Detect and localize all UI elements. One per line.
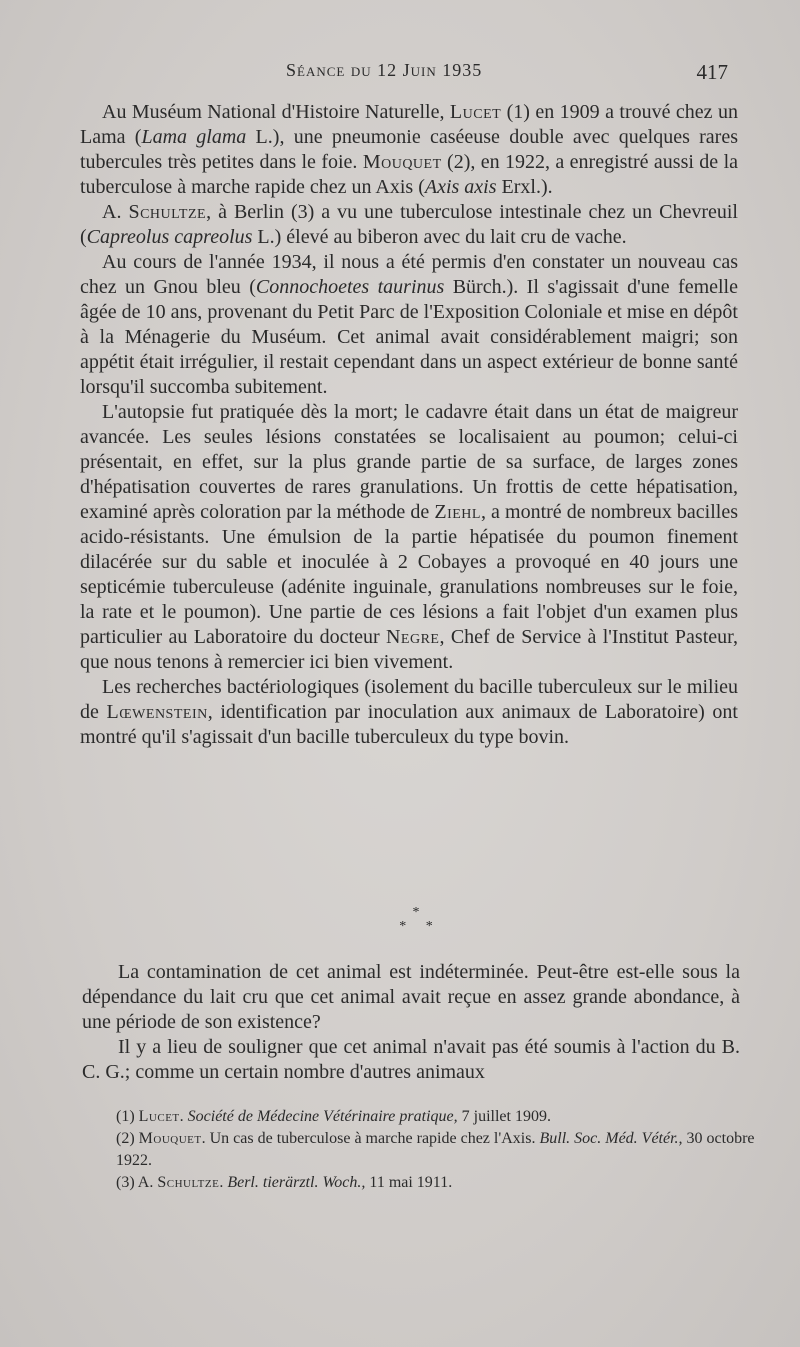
- text-span: , identification par inoculation aux animaux de Laboratoire) ont montré qu'il s'agissait d'un bacille tuberculeux du type bovin.: [80, 701, 738, 748]
- text-span: Bürch.). Il s'agissait d'une femelle âgée de 10 ans, provenant du Petit Parc de l'Exposition Coloniale et mise en dépôt à la Ménagerie du Muséum. Cet animal avait considérablement maigri; son appétit était irrégulier, il restait cependant dans un aspect extérieur de bonne santé lorsqu'il succomba subitement.: [80, 276, 738, 398]
- author-name: Schultze: [128, 201, 207, 223]
- footnote-number: (2): [116, 1130, 139, 1147]
- author-name: Lucet: [449, 101, 502, 123]
- footnote: (2) Mouquet. Un cas de tuberculose à marche rapide chez l'Axis. Bull. Soc. Méd. Vétér., 30 octobre 1922.: [116, 1130, 755, 1169]
- text-span: L.) élevé au biberon avec du lait cru de vache.: [252, 226, 627, 248]
- footnote-text: Un cas de tuberculose à marche rapide chez l'Axis.: [209, 1130, 540, 1147]
- paragraph: La contamination de cet animal est indéterminée. Peut-être est-elle sous la dépendance du lait cru que cet animal avait reçue en assez grande abondance, à une période de son existence?: [82, 961, 740, 1033]
- text-span: Au Muséum National d'Histoire Naturelle,: [102, 101, 450, 123]
- page-number: 417: [696, 60, 728, 84]
- paragraph: [80, 675, 738, 750]
- footnote-journal: Société de Médecine Vétérinaire pratique,: [187, 1108, 458, 1125]
- text-span: Les recherches bactériologiques (isolement du bacille tuberculeux sur le milieu de: [80, 676, 738, 723]
- footnote-text: 11 mai 1911.: [365, 1174, 453, 1191]
- footnote-author: Lucet: [138, 1108, 180, 1125]
- paragraph: [80, 250, 738, 400]
- footnote: (3) A. Schultze. Berl. tierärztl. Woch., 11 mai 1911.: [116, 1174, 453, 1191]
- asterism-top: *: [412, 905, 428, 920]
- running-head: [80, 56, 740, 90]
- species-name: Capreolus capreolus: [86, 226, 253, 248]
- paragraph: Il y a lieu de souligner que cet animal n'avait pas été soumis à l'action du B. C. G.; comme un certain nombre d'autres animaux: [82, 1036, 740, 1083]
- text-span: Erxl.).: [496, 176, 553, 198]
- species-name: Lama glama: [141, 126, 247, 148]
- species-name: Axis axis: [424, 176, 497, 198]
- text-span: , à Berlin (3) a vu une tuberculose intestinale chez un Chevreuil (: [80, 201, 738, 248]
- text-span: A.: [102, 201, 129, 223]
- body-text: [80, 100, 738, 750]
- footnote-text: 7 juillet 1909.: [457, 1108, 551, 1125]
- asterism-bottom: * *: [399, 919, 441, 934]
- text-span: L'autopsie fut pratiquée dès la mort; le cadavre était dans un état de maigreur avancée. Les seules lésions constatées se localisaient au poumon; celui-ci présentait, en effet, sur la plus grande partie de sa surface, de larges zones d'hépatisation couvertes de rares granulations. Un frottis de cette hépatisation, examiné après coloration par la méthode de: [80, 401, 738, 523]
- author-name: Negre: [385, 626, 440, 648]
- text-span: , a montré de nombreux bacilles acido-résistants. Une émulsion de la partie hépatisée du poumon finement dilacérée sur du sable et inoculée à 2 Cobayes a provoqué en 40 jours une septicémie tuberculeuse (adénite inguinale, granulations nombreuses sur le foie, la rate et le poumon). Une partie de ces lésions a fait l'objet d'un examen plus particulier au Laboratoire du docteur: [80, 501, 738, 648]
- footnote-text: 30 octobre 1922.: [116, 1130, 755, 1169]
- author-name: Ziehl: [434, 501, 481, 523]
- species-name: Connochoetes taurinus: [255, 276, 445, 298]
- text-span: (2), en 1922, a enregistré aussi de la tuberculose à marche rapide chez un Axis (: [80, 151, 738, 198]
- text-span: , Chef de Service à l'Institut Pasteur, que nous tenons à remercier ici bien vivement.: [80, 626, 738, 673]
- author-name: Lœwenstein: [106, 701, 208, 723]
- paragraph: [80, 200, 738, 250]
- text-span: (1) en 1909 a trouvé chez un Lama (: [80, 101, 738, 148]
- running-title: Séance du 12 Juin 1935: [286, 60, 483, 80]
- footnotes: [116, 1106, 756, 1194]
- footnote-journal: Berl. tierärztl. Woch.,: [227, 1174, 366, 1191]
- footnote: (1) Lucet. Société de Médecine Vétérinaire pratique, 7 juillet 1909.: [116, 1108, 551, 1125]
- text-span: Au cours de l'année 1934, il nous a été permis d'en constater un nouveau cas chez un Gnou bleu (: [80, 251, 738, 298]
- body-text-continued: [82, 960, 740, 1085]
- footnote-author: Schultze: [157, 1174, 220, 1191]
- author-name: Mouquet: [362, 151, 442, 173]
- footnote-number: (1): [116, 1108, 139, 1125]
- footnote-journal: Bull. Soc. Méd. Vétér.,: [539, 1130, 683, 1147]
- paragraph: [80, 100, 738, 200]
- footnote-author: Mouquet: [138, 1130, 202, 1147]
- asterism: [0, 906, 800, 934]
- paragraph: [80, 400, 738, 675]
- footnote-number: (3) A.: [116, 1174, 158, 1191]
- text-span: L.), une pneumonie caséeuse double avec quelques rares tubercules très petites dans le foie.: [80, 126, 738, 173]
